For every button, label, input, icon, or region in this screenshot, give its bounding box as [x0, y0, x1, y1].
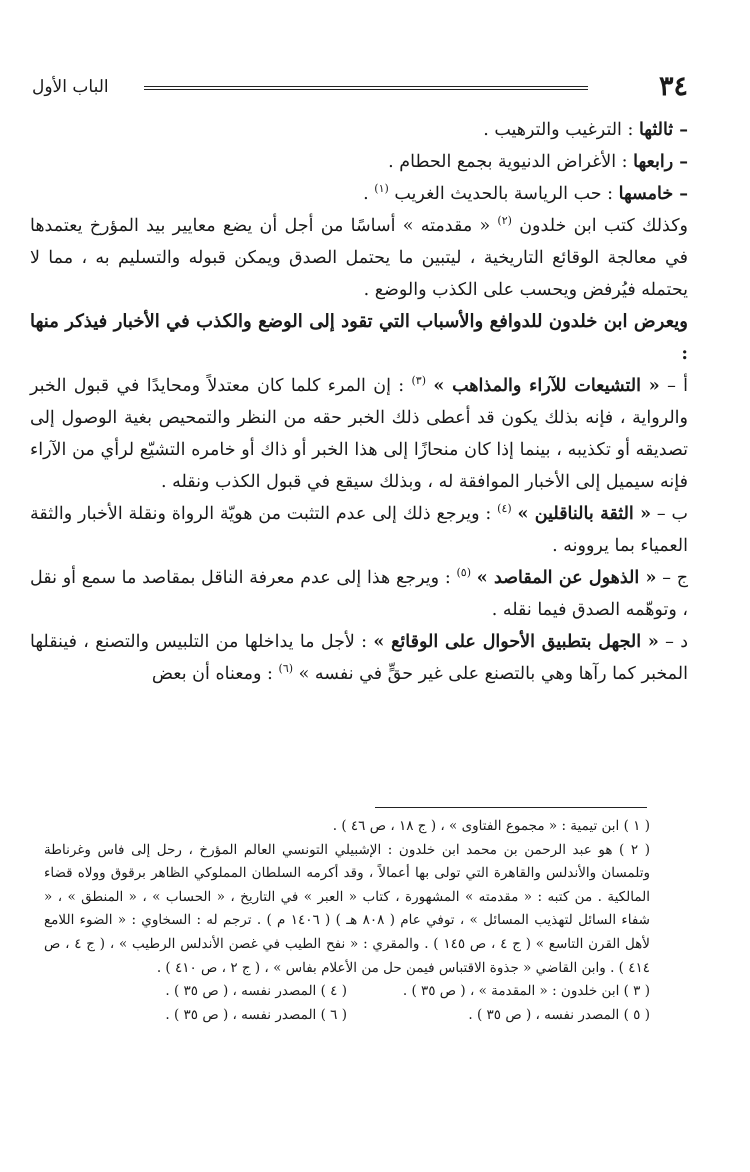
reason-item	[30, 562, 688, 626]
footnotes	[44, 815, 650, 1027]
footnote-rule	[375, 807, 647, 808]
reason-item	[30, 370, 688, 498]
intro-paragraph	[30, 210, 688, 306]
footnote-marker: (٦)	[278, 662, 294, 676]
item-letter: د –	[658, 632, 688, 652]
item-letter: أ –	[659, 376, 688, 396]
footnote-marker: (٥)	[456, 566, 472, 580]
item-title: « التشيعات للآراء والمذاهب »	[433, 376, 660, 396]
item-letter: ج –	[656, 568, 689, 588]
item-text: : إن المرء كلما كان معتدلاً ومحايدًا في قبول الخبر والرواية ، فإنه بذلك يكون قد أعطى ذلك الخبر حقه من النظر والتمحيص بغية الوصول إلى تصديقه أو تكذيبه ، بينما إذا كان منحازًا إلى هذا الخبر أو ذاك أو خامره التشيّع لرأي من الآراء فإنه سيميل إلى الأخبار الموافقة له ، وبذلك سيقع في قبول الكذب ونقله .	[30, 376, 688, 492]
list-item-label: – ثالثها	[638, 120, 688, 140]
header-rule	[144, 86, 588, 90]
chapter-title: الباب الأول	[32, 77, 109, 97]
list-item-text: : الترغيب والترهيب .	[483, 120, 639, 140]
list-item	[30, 178, 688, 210]
footnote: ( ٥ ) المصدر نفسه ، ( ص ٣٥ ) .	[468, 1006, 650, 1023]
item-title: « الجهل بتطبيق الأحوال على الوقائع »	[373, 632, 659, 652]
list-item-label: – خامسها	[618, 184, 688, 204]
item-title: « الذهول عن المقاصد »	[476, 568, 657, 588]
list-item-label: – رابعها	[633, 152, 688, 172]
item-text: : ويرجع ذلك إلى عدم التثبت من هويّة الرواة ونقلة الأخبار والثقة العمياء بما يروونه .	[30, 504, 688, 556]
paragraph-text: « مقدمته » أساسًا من أجل أن يضع معايير بيد المؤرخ يعتمدها في معالجة الوقائع التاريخية ، ليتبين ما يحتمل الصدق ويمكن قبوله والتسليم به ، مما لا يحتمله فيُرفض ويحسب على الكذب والوضع .	[30, 216, 688, 300]
item-title: « الثقة بالناقلين »	[517, 504, 652, 524]
item-text: : ومعناه أن بعض	[151, 664, 279, 684]
footnote: ( ٦ ) المصدر نفسه ، ( ص ٣٥ ) .	[165, 1006, 347, 1023]
footnote: ( ٤ ) المصدر نفسه ، ( ص ٣٥ ) .	[165, 983, 347, 1000]
footnote-marker: (٢)	[497, 214, 512, 228]
footnote-marker: (٤)	[497, 502, 512, 516]
section-heading-paragraph: ويعرض ابن خلدون للدوافع والأسباب التي تقود إلى الوضع والكذب في الأخبار فيذكر منها :	[30, 311, 688, 364]
list-item-text: .	[363, 184, 375, 204]
list-item	[30, 146, 688, 178]
item-text: : ويرجع هذا إلى عدم معرفة الناقل بمقاصد ما سمع أو نقل ، وتوهّمه الصدق فيما نقله .	[30, 568, 688, 620]
footnote: ( ٢ ) هو عبد الرحمن بن محمد ابن خلدون : الإشبيلي التونسي العالم المؤرخ ، رحل إلى فاس وغرناطة وتلمسان والأندلس والقاهرة التي تولى بها أعمالاً ، وقد أكرمه السلطان المملوكي الظاهر برقوق وولاه قضاء المالكية . من كتبه : « مقدمته » المشهورة ، كتاب « العبر » في التاريخ ، « الحساب » ، « المنطق » ، « شفاء السائل لتهذيب المسائل » ، توفي عام ( ٨٠٨ هـ ) ( ١٤٠٦ م ) . ترجم له : السخاوي : « الضوء اللامع لأهل القرن التاسع » ( ج ٤ ، ص ١٤٥ ) . والمقري : « نفح الطيب في غصن الأندلس الرطيب » ، ( ج ٤ ، ص ٤١٤ ) . وابن القاضي « جذوة الاقتباس فيمن حل من الأعلام بفاس » ، ( ج ٢ ، ص ٤١٠ ) .	[44, 841, 651, 976]
footnote-marker: (٣)	[411, 374, 426, 388]
item-text: : لأجل ما يداخلها من التلبيس والتصنع ، فينقلها المخبر كما رآها وهي بالتصنع على غير حقٍّ في نفسه »	[30, 632, 688, 684]
footnote: ( ١ ) ابن تيمية : « مجموع الفتاوى » ، ( ج ١٨ ، ص ٤٦ ) .	[332, 818, 650, 834]
footnote-row	[44, 1004, 650, 1028]
page-header	[32, 70, 688, 106]
item-letter: ب –	[651, 504, 688, 524]
reason-item	[30, 498, 688, 562]
main-text	[30, 114, 688, 690]
footnote: ( ٣ ) ابن خلدون : « المقدمة » ، ( ص ٣٥ ) .	[402, 983, 650, 1000]
footnote-marker: (١)	[374, 182, 389, 196]
reason-item	[30, 626, 688, 690]
list-item-text: : الأغراض الدنيوية بجمع الحطام .	[388, 152, 634, 172]
list-item-text: : حب الرياسة بالحديث الغريب	[388, 184, 619, 204]
footnote-row	[44, 980, 650, 1004]
page-number: ٣٤	[658, 71, 688, 102]
list-item	[30, 114, 688, 146]
paragraph-text: وكذلك كتب ابن خلدون	[511, 216, 688, 236]
